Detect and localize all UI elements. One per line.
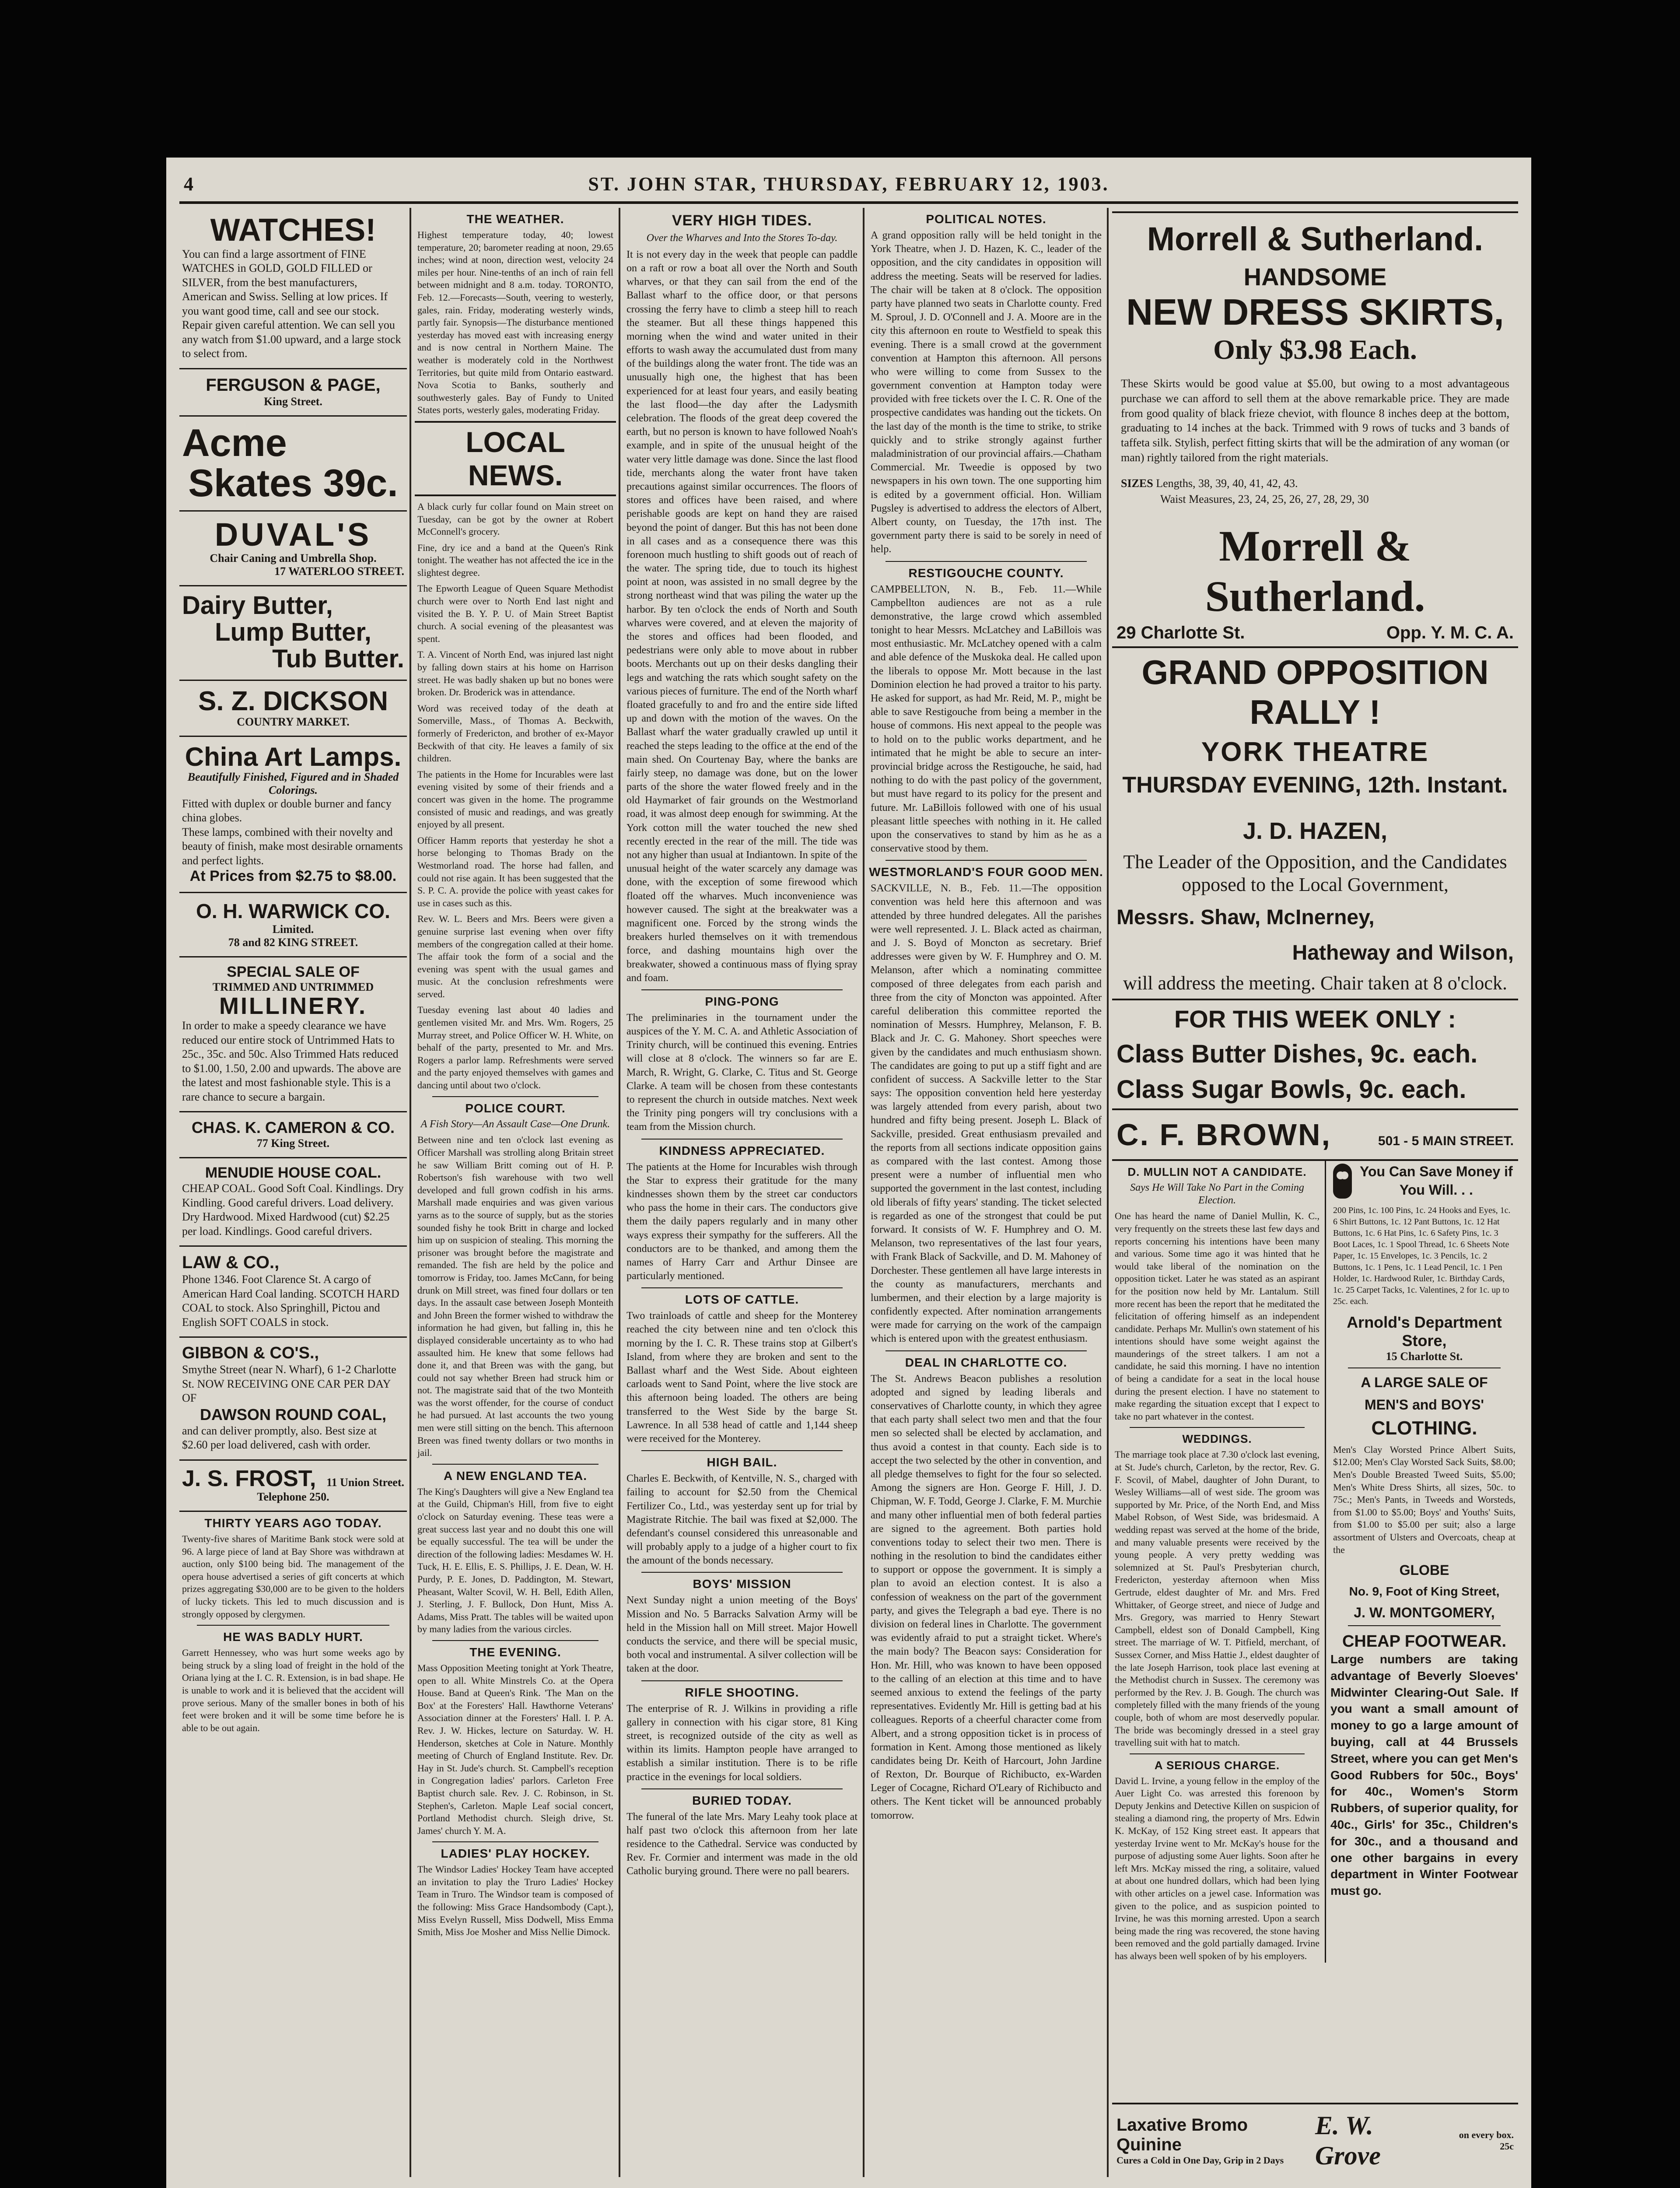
ad-line: HANDSOME bbox=[1243, 263, 1387, 291]
rally-date: THURSDAY EVENING, 12th. Instant. bbox=[1122, 772, 1508, 798]
rally-text: The Leader of the Opposition, and the Candidates opposed to the Local Government, bbox=[1123, 851, 1507, 896]
article-buried-today bbox=[624, 1794, 860, 1879]
rule bbox=[1112, 211, 1518, 213]
separator bbox=[641, 1680, 843, 1681]
ad-line: 78 and 82 KING STREET. bbox=[228, 936, 358, 949]
page-number: 4 bbox=[184, 173, 195, 195]
article-body: SACKVILLE, N. B., Feb. 11.—The opposition convention was held here this afternoon and was attended by three hundred delegates. All the parishes were well represented. J. L. Black acted as chairman, and J. S. Boyd of Moncton as secretary. Brief addresses were given by W. F. Humphrey and O. M. Melanson, after which a nominating committee composed of three delegates from each parish and three from the city of Moncton was appointed. After careful deliberation this committee reported the nomination of Messrs. Humphrey, Melanson, F. B. Black and Jr. C. G. Mahoney. Short speeches were given by the candidates and much enthusiasm shown. The candidates are going to put up a stiff fight and are confident of success. A Sackville letter to the Star says: The opposition convention held here yesterday was largely attended from every parish, about two hundred and fifty being present. Joseph L. Black of Sackville, presided. Great enthusiasm prevailed and the reports from all sections indicate opposition gains as compared with the last contest. Among those present were a number of influential men who supported the government in the last contest, including old liberals of fifty years' standing. The ticket selected is regarded as one of the strongest that could be put forward. It consists of W. F. Humphrey and O. M. Melanson, two representatives of the last four years, with Frank Black of Sackville, and D. M. Mahoney of Dorchester. These gentlemen all have large interests in the county as manufacturers, merchants and lumbermen, and their election by a large majority is confidently expected. After nomination arrangements were made for carrying on the work of the campaign which is entered upon with the greatest enthusiasm. bbox=[871, 883, 1102, 1345]
ad-title: MENUDIE HOUSE COAL. bbox=[205, 1164, 382, 1182]
ad-line: TRIMMED AND UNTRIMMED bbox=[212, 981, 374, 994]
ad-warwick bbox=[179, 893, 407, 957]
ad-title: Laxative Bromo Quinine bbox=[1116, 2115, 1248, 2154]
section-title-local-news: LOCAL NEWS. bbox=[415, 421, 616, 496]
separator bbox=[641, 989, 843, 990]
article-body: One has heard the name of Daniel Mullin, K. C., very frequently on the streets these last few days and reports concerning his intentions have been many and various. Some time ago it was hinted that he would take liberal of the nomination on the opposition ticket. Later he was stated as an aspirant for the position now held by Mr. Lantalum. Still more recent has been the report that he meditated the felicitation of offering himself as an independent candidate. Perhaps Mr. Mullin's own statement of his intentions should have some weight against the maunderings of the street talkers. I am not a candidate, he said this morning. I have no intention of being a candidate for a seat in the local house during the present election. I have no statement to make regarding the situation except that I expect to take no part whatever in the contest. bbox=[1115, 1210, 1320, 1422]
article-title: KINDNESS APPRECIATED. bbox=[659, 1143, 825, 1157]
article-mullin bbox=[1112, 1165, 1322, 1423]
ad-name: O. H. WARWICK CO. bbox=[196, 900, 390, 923]
ad-name: CHAS. K. CAMERON & CO. bbox=[191, 1119, 395, 1137]
news-item: The patients in the Home for Incurables were last evening visited by some of their friends and a concert was given in the home. The programme consisted of music and readings, and was greatly enjoyed by all present. bbox=[417, 768, 613, 830]
ad-line: A LARGE SALE OF bbox=[1361, 1374, 1488, 1390]
ad-street: 501 - 5 MAIN STREET. bbox=[1378, 1133, 1514, 1148]
article-boys-mission bbox=[624, 1577, 860, 1676]
ad-line: Limited. bbox=[272, 923, 314, 936]
separator bbox=[886, 561, 1087, 562]
rally-candidates: Hatheway and Wilson, bbox=[1292, 941, 1514, 964]
ad-line: Acme bbox=[182, 421, 287, 464]
masthead: ST. JOHN STAR, THURSDAY, FEBRUARY 12, 1903. bbox=[588, 173, 1110, 195]
ad-phone: Telephone 250. bbox=[257, 1490, 329, 1504]
article-body: The preliminaries in the tournament under the auspices of the Y. M. C. A. and Athletic Association of Trinity church, will be continued this evening. Entries will close at 8 o'clock. The winners so far are E. March, R. Wright, G. Clarke, C. Titus and St. George Clarke. A team will be chosen from these contestants to represent the church in outside matches. Next week the Trinity ping pongers will try conclusions with a team from the Mission church. bbox=[626, 1012, 858, 1133]
sizes-lengths: Lengths, 38, 39, 40, 41, 42, 43. bbox=[1156, 477, 1298, 490]
separator bbox=[641, 1572, 843, 1573]
article-subtitle: Says He Will Take No Part in the Coming Election. bbox=[1130, 1182, 1304, 1206]
article-title: WEDDINGS. bbox=[1182, 1432, 1252, 1446]
sizes-waists: Waist Measures, 23, 24, 25, 26, 27, 28, 29, 30 bbox=[1160, 493, 1369, 506]
ad-text: These Skirts would be good value at $5.00, but owing to a most advantageous purchase we can afford to sell them at the above remarkable price. They are made from good quality of black frieze cheviot, with flounce 8 inches deep at the bottom, graduating to 14 inches at the back. Trimmed with 9 rows of tucks and 3 bands of taffeta silk. Stylish, perfect fitting skirts that will be the admiration of any woman (or man) rightly tailored from the right materials. bbox=[1121, 377, 1509, 464]
article-title: BURIED TODAY. bbox=[692, 1793, 792, 1807]
ad-street: 29 Charlotte St. bbox=[1116, 623, 1245, 642]
ad-clothing bbox=[1330, 1375, 1518, 1621]
article-ping-pong bbox=[624, 995, 860, 1134]
article-body: The enterprise of R. J. Wilkins in providing a rifle gallery in connection with his cigar store, 81 King street, is recognized outside of the city as well as within its limits. Hampton people have arranged to establish a similar institution. There is to be rifle practice in the evenings for local soldiers. bbox=[626, 1703, 858, 1783]
ad-coal bbox=[179, 1158, 407, 1247]
ad-china-lamps bbox=[179, 737, 407, 894]
ad-name: GLOBE bbox=[1399, 1562, 1449, 1578]
news-item: Rev. W. L. Beers and Mrs. Beers were given a genuine surprise last evening when over fifty members of the congregation called at their home. The affair took the form of a social and the evening was spent with the usual games and music. At the conclusion refreshments were served. bbox=[417, 913, 613, 999]
ad-dickson bbox=[179, 681, 407, 737]
ad-item bbox=[1116, 1075, 1514, 1104]
ad-footer bbox=[1116, 623, 1514, 643]
ad-text: CHEAP COAL. Good Soft Coal. Kindlings. Dry Kindling. Good careful drivers. Load delivery. Dry Hardwood. Mixed Hardwood (cut) $2.25 per load. Kindlings. Good careful drivers. bbox=[182, 1182, 404, 1238]
article-title: THIRTY YEARS AGO TODAY. bbox=[204, 1516, 382, 1530]
column-2 bbox=[415, 208, 616, 2177]
ad-line: Beautifully Finished, Figured and in Shaded Colorings. bbox=[187, 770, 399, 796]
article-high-bail bbox=[624, 1455, 860, 1567]
article-weddings bbox=[1112, 1432, 1322, 1749]
news-item: Officer Hamm reports that yesterday he shot a horse belonging to Thomas Brady on the Westmorland road. The horse had fallen, and could not rise again. It has been suggested that the S. P. C. A. provide the police with yeast cakes for use in cases such as this. bbox=[417, 835, 613, 908]
article-body: Between nine and ten o'clock last evening as Officer Marshall was strolling along Britain street he saw William Britt coming out of H. P. Robertson's fish warehouse with two well developed and full grown codfish in his arms. Marshall made enquiries and was given various yarns as to the source of supply, but as the stories sounded fishy he took Britt in charge and locked him up on suspicion of stealing. This morning the prisoner was brought before the magistrate and remanded. The fish are held by the police and tomorrow is Friday, too. James McCann, for being drunk on Mill street, was fined four dollars or ten days. In the assault case between Joseph Monteith and John Breen the former wished to withdraw the information he had given, but falling in, this he displayed considerable uncertainty as to who had assaulted him. He knew that some fellows had done it, and that Breen was with the gang, but could not say whether Breen had struck him or not. The magistrate said that of the two Monteith was the worst offender, for the course of conduct he had pursued. At last accounts the two young men were still sitting on the bench. This afternoon Breen was fined twenty dollars or two months in jail. bbox=[417, 1134, 613, 1459]
ad-watches bbox=[179, 208, 407, 369]
ad-street: 11 Union Street. bbox=[326, 1476, 404, 1489]
ad-name: FERGUSON & PAGE, bbox=[206, 375, 381, 395]
article-police-court bbox=[415, 1101, 616, 1459]
ad-opposition-rally bbox=[1112, 648, 1518, 1000]
news-item: Fine, dry ice and a band at the Queen's Rink tonight. The weather has not affected the ice in the slightest degree. bbox=[417, 542, 613, 578]
article-title: VERY HIGH TIDES. bbox=[672, 212, 812, 229]
sizes-label: SIZES bbox=[1121, 477, 1153, 490]
ad-line: 17 WATERLOO STREET. bbox=[274, 565, 404, 578]
rally-venue: YORK THEATRE bbox=[1201, 736, 1429, 767]
article-title: PING-PONG bbox=[705, 994, 779, 1008]
article-body: The Windsor Ladies' Hockey Team have accepted an invitation to play the Truro Ladies' Hockey Team in Truro. The Windsor team is composed of the following: Miss Grace Handsombody (Capt.), Miss Evelyn Russell, Miss Dodwell, Miss Emma Smith, Miss Joe Mosher and Miss Nellie Dimock. bbox=[417, 1864, 613, 1938]
ad-text: Smythe Street (near N. Wharf), 6 1-2 Charlotte St. NOW RECEIVING ONE CAR PER DAY OF bbox=[182, 1363, 396, 1405]
article-rifle-shooting bbox=[624, 1686, 860, 1784]
ad-bromo-quinine bbox=[1112, 2103, 1518, 2177]
separator bbox=[641, 1287, 843, 1288]
rally-text: will address the meeting. Chair taken at 8 o'clock. bbox=[1123, 972, 1507, 994]
ad-text: Men's Clay Worsted Prince Albert Suits, $12.00; Men's Clay Worsted Sack Suits, $8.00; Men's Double Breasted Tweed Suits, $5.00; Men's White Dress Shirts, all sizes, 50c. to 75c.; Men's Pants, in Tweeds and Worsteds, from $1.00 to $5.00; Boys' and Youths' Suits, from $1.00 to $5.00 per suit; also a large assortment of Ulsters and Overcoats, cheap at the bbox=[1333, 1444, 1516, 1555]
article-body: Mass Opposition Meeting tonight at York Theatre, open to all. White Minstrels Co. at the Opera House. Band at Queen's Rink. 'The Man on the Box' at the Foresters' Hall. Hawthorne Veterans' Association dinner at the Foresters' Hall. I. P. A. Rev. J. W. Hickes, lecture on Saturday. W. H. Henderson, sketches at Cole in Nature. Monthly meeting of Church of England Institute. Rev. Dr. Hay in St. Jude's church. St. Campbell's reception in Congregation ladies' parlors. Carleton Free Baptist church sale. Rev. J. C. Robinson, in St. Stephen's, Carleton. Maple Leaf social concert, Portland Methodist church. Sleigh drive, St. James' church Y. M. A. bbox=[417, 1662, 613, 1836]
ad-footwear bbox=[1330, 1632, 1518, 1899]
ad-line: Cures a Cold in One Day, Grip in 2 Days bbox=[1116, 2155, 1284, 2166]
separator bbox=[432, 1640, 598, 1641]
separator bbox=[886, 1350, 1087, 1351]
separator bbox=[641, 1450, 843, 1451]
column-3 bbox=[624, 208, 860, 2177]
separator bbox=[886, 860, 1087, 861]
article-title: POLITICAL NOTES. bbox=[926, 212, 1046, 226]
ad-name: S. Z. DICKSON bbox=[198, 686, 388, 716]
article-body: A grand opposition rally will be held tonight in the York Theatre, when J. D. Hazen, K. C., leader of the opposition, and the city candidates in opposition will address the meeting. Seats will be reserved for ladies. The chair will be taken at 8 o'clock. The opposition party have planned two seats in Charlotte county. Fred M. Sproul, J. D. O'Connell and J. A. Moore are in the city this afternoon en route to Westfield to speak this evening. There is a small crowd at the government convention at Hampton this afternoon. All persons who were willing to come from Sussex to the government convention at Hampton today were provided with free tickets over the I. C. R. One of the prospective candidates was handing out the tickets. On the last day of the month is the time to strike, to strike quickly and to strike strongly against further maladministration of our provincial affairs.—Chatham Commercial. Mr. Tweedie is opposed by two newspapers in his own town. The one supporting him is edited by a government official. Hon. William Pugsley is advertised to address the electors of Albert, Albert county, on Tuesday, the 17th inst. The government party there is said to be sorely in need of help. bbox=[871, 230, 1102, 555]
ad-name: Arnold's Department Store, bbox=[1347, 1313, 1502, 1350]
news-item: Word was received today of the death at Somerville, Mass., of Thomas A. Beckwith, formerly of Fredericton, and brother of ex-Mayor Beckwith of that city. He leaves a family of six children. bbox=[417, 702, 613, 764]
column-5 bbox=[1112, 208, 1518, 2177]
news-item: Tuesday evening last about 40 ladies and gentlemen visited Mr. and Mrs. Wm. Rogers, 25 Murray street, and Police Officer W. H. White, on behalf of the party, presented to Mr. and Mrs. Rogers a parlor lamp. Refreshments were served and the party enjoyed themselves with games and dancing until about two o'clock. bbox=[417, 1004, 613, 1091]
article-title: D. MULLIN NOT A CANDIDATE. bbox=[1127, 1165, 1307, 1178]
ad-title: Morrell & Sutherland. bbox=[1147, 221, 1484, 258]
ad-text: These lamps, combined with their novelty and beauty of finish, make most desirable ornaments and perfect lights. bbox=[182, 825, 403, 867]
owl-icon bbox=[1333, 1164, 1352, 1199]
separator bbox=[1348, 1625, 1501, 1626]
article-thirty-years bbox=[179, 1516, 407, 1620]
ad-arnold bbox=[1330, 1161, 1518, 1201]
ad-line: SPECIAL SALE OF bbox=[227, 964, 360, 981]
ad-text: You can find a large assortment of FINE WATCHES in GOLD, GOLD FILLED or SILVER, from the best manufacturers, American and Swiss. Selling at low prices. If you want good time, call and see our stock. Repair given careful attention. We can sell you any watch from $1.00 upward, and a large stock to select from. bbox=[182, 247, 401, 360]
article-body: Next Sunday night a union meeting of the Boys' Mission and No. 5 Barracks Salvation Army will be held in the Mission hall on Mill street. Major Howell conducts the service, and there will be special music, both vocal and instrumental. A silver collection will be taken at the door. bbox=[626, 1595, 858, 1675]
article-title: THE EVENING. bbox=[469, 1645, 561, 1659]
separator bbox=[432, 1096, 598, 1097]
column-rule bbox=[619, 208, 620, 2177]
ad-frost bbox=[179, 1461, 407, 1512]
ad-butter bbox=[179, 586, 407, 681]
ad-title: FOR THIS WEEK ONLY : bbox=[1174, 1005, 1456, 1033]
ad-street: 77 King Street. bbox=[256, 1137, 330, 1150]
article-body: The funeral of the late Mrs. Mary Leahy took place at half past two o'clock this afternoon from her late residence to the Cathedral. Service was conducted by Rev. Fr. Cormier and interment was made in the old Catholic burying ground. There were no pall bearers. bbox=[626, 1811, 858, 1877]
article-westmorland bbox=[868, 865, 1104, 1346]
ad-line: Lump Butter, bbox=[215, 617, 371, 646]
separator bbox=[197, 1625, 389, 1626]
article-serious-charge bbox=[1112, 1759, 1322, 1963]
ad-law bbox=[179, 1247, 407, 1338]
ad-text: and can deliver promptly, also. Best size at $2.60 per load delivered, cash with order. bbox=[182, 1424, 377, 1452]
ad-name: C. F. BROWN, bbox=[1116, 1117, 1331, 1152]
ad-title: CHEAP FOOTWEAR. bbox=[1342, 1632, 1507, 1651]
lower-left bbox=[1112, 1161, 1326, 1963]
ad-title: CLOTHING. bbox=[1371, 1417, 1477, 1439]
article-charlotte bbox=[868, 1356, 1104, 1823]
ad-street: Opp. Y. M. C. A. bbox=[1386, 623, 1514, 642]
separator bbox=[641, 1788, 843, 1789]
article-body: David L. Irvine, a young fellow in the employ of the Auer Light Co. was arrested this forenoon by Deputy Jenkins and Detective Killen on suspicion of stealing a diamond ring, the property of Mrs. Edwin K. McKay, of 152 King street east. It appears that yesterday Irvine went to Mr. McKay's house for the purpose of adjusting some Auer lights. Soon after he left Mrs. McKay missed the ring, a solitaire, valued at about one hundred dollars, which had been lying with other articles on a jewel case. Information was given to the police, and as suspicion pointed to Irvine, he was this morning arrested. Upon a search being made the ring was recovered, the stone having been removed and the gold partially damaged. Irvine has always been well spoken of by his employers. bbox=[1115, 1775, 1320, 1961]
ad-line: on every box. 25c bbox=[1459, 2129, 1514, 2152]
article-body: Twenty-five shares of Maritime Bank stock were sold at 96. A large piece of land at Bay Shore was withdrawn at auction, only $100 being bid. The management of the opera house advertised a series of gift concerts at which prizes aggregating $30,000 are to be given to the holders of lucky tickets. This led to much discussion and is strongly opposed by clergymen. bbox=[182, 1533, 404, 1620]
article-kindness bbox=[624, 1144, 860, 1283]
column-4 bbox=[868, 208, 1104, 2177]
article-cattle bbox=[624, 1293, 860, 1446]
rally-title: GRAND OPPOSITION RALLY ! bbox=[1141, 652, 1489, 731]
ad-price: At Prices from $2.75 to $8.00. bbox=[189, 868, 397, 885]
ad-duval bbox=[179, 512, 407, 586]
column-rule bbox=[1107, 208, 1109, 2177]
ad-name: Morrell & Sutherland. bbox=[1205, 521, 1425, 621]
article-body: Two trainloads of cattle and sheep for the Monterey reached the city between nine and ten o'clock this morning by the I. C. R. These trains stop at Gilbert's Island, from where they are broken and sent to the Ballast wharf and the West Side. About eighteen carloads went to Sand Point, where the live stock are this afternoon being loaded. The others are being transferred to the West Side by the barge St. Lawrence. In all 538 head of cattle and 1,144 sheep were received for the Monterey. bbox=[626, 1310, 858, 1445]
ad-line: NEW DRESS SKIRTS, bbox=[1126, 291, 1504, 333]
news-item: A black curly fur collar found on Main street on Tuesday, can be got by the owner at Robert McConnell's grocery. bbox=[417, 501, 613, 537]
separator bbox=[432, 1464, 598, 1465]
article-title: HE WAS BADLY HURT. bbox=[223, 1630, 363, 1644]
ad-title: MILLINERY. bbox=[219, 993, 367, 1020]
ad-millinery bbox=[179, 957, 407, 1112]
ad-street: King Street. bbox=[264, 395, 322, 408]
article-title: HIGH BAIL. bbox=[707, 1455, 777, 1469]
ad-this-week-only bbox=[1112, 1000, 1518, 1110]
ad-price: Only $3.98 Each. bbox=[1213, 334, 1417, 365]
article-body: The St. Andrews Beacon publishes a resolution adopted and signed by leading liberals and conservatives of Charlotte county, in which they agree that each party shall select two men and that the four men so selected shall be elected by acclamation, and thus avoid a contest in that county. Each side is to accept the two selected by the other in convention, and all pledge themselves to fight for the four so selected. Among the signers are Hon. George F. Hill, J. D. Chipman, W. F. Todd, George J. Clarke, F. M. Murchie and many other influential men of both federal parties are signed to the agreement. Both parties hold conventions today to select their two men. There is nothing in the resolution to bind the candidates either to support or oppose the government. It is simply a plan to avoid an election contest. It is also a confession of weakness on the part of the government party, and gives the Telegraph a bad eye. There is no division on federal lines in Charlotte. The government was evidently afraid to put a straight ticket. Where's the main body? The Beacon says: Consideration for Hon. Mr. Hill, who was known to have been opposed to the calling of an election at this time and to have seemed anxious to extend the feelings of the party representatives. Evidently Mr. Hill is getting bad at his colleagues. Reports of a cheerful character come from Albert, and a strong opposition ticket is in process of formation in Kent. Among those mentioned as likely candidates being Dr. Keith of Harcourt, John Jardine of Rexton, Dr. Bourque of Richibucto, ex-Warden Leger of Cocagne, Richard O'Leary of Richibucto and others. The Kent ticket will be announced probably tomorrow. bbox=[871, 1373, 1102, 1821]
ad-line: Dairy Butter, bbox=[182, 591, 333, 620]
ad-item-text: Class Butter Dishes, 9c. each. bbox=[1116, 1039, 1478, 1068]
article-body: Highest temperature today, 40; lowest temperature, 20; barometer reading at noon, 29.65 inches; wind at noon, direction west, velocity 24 miles per hour. Nine-tenths of an inch of rain fell between midnight and 8 a.m. today. TORONTO, Feb. 12.—Forecasts—South, veering to westerly, gales, rain. Friday, moderating westerly winds, partly fair. Synopsis—The disturbance mentioned yesterday has moved east with increasing energy and is now central in Northern Maine. The weather is moderately cold in the Northwest Territories, but quite mild from Ontario eastward. Nova Scotia to Banks, southerly and southwesterly gales. Bay of Fundy to United States ports, westerly gales, moderating Friday. bbox=[417, 229, 613, 416]
article-title: DEAL IN CHARLOTTE CO. bbox=[905, 1355, 1068, 1369]
article-title: BOYS' MISSION bbox=[693, 1577, 791, 1591]
ad-gibbon bbox=[179, 1338, 407, 1461]
article-subtitle: Over the Wharves and Into the Stores To-day. bbox=[646, 232, 838, 244]
article-weather bbox=[415, 212, 616, 417]
article-title: A SERIOUS CHARGE. bbox=[1154, 1758, 1280, 1772]
ad-line: Chair Caning and Umbrella Shop. bbox=[210, 552, 377, 565]
separator bbox=[641, 1139, 843, 1140]
article-body: It is not every day in the week that people can paddle on a raft or row a boat all over the North and South wharves, or that they can sail from the end of the Ballast wharf to the office door, or that persons crossing the ferry have to climb a steep hill to reach the steamer. But all these things happened this morning when the wind and water united in their efforts to wash away the accumulated dust from many of the buildings along the water front. The tide was an unusually high one, the highest that has been experienced for at least four years, and easily beating the last flood—the day after the Ladysmith celebration. The floods of the great deep covered the earth, but no person is known to have followed Noah's example, and in spite of the unusual height of the water very little damage was done. Since the last flood tide, merchants along the water front have taken precautions against similar occurrences. The floors of stores and offices have been raised, and where perishable goods are kept on hand they are raised beyond the point of danger. But this has not been done in all cases and as a consequence there was this forenoon much hustling to shift goods out of reach of the water. The spring tide, due to touch its highest point at noon, was assisted in no small degree by the strong northeast wind that was piling the water up the harbor. By ten o'clock the ends of North and South wharves were covered, and at eleven the majority of the stores and offices had been flooded, and pedestrians were only able to move about in rubber boots. Merchants out up on their desks dangling their legs and watching the rats which sought safety on the various pieces of furniture. The end of the North wharf floated gracefully to and fro and the entire side lifted up and down with the motion of the waves. On the Ballast wharf the water gradually crawled up until it reached the steps leading to the office at the end of the main shed. On Courtenay Bay, where the banks are fairly steep, no damage was done, but on the lower parts of the shore the water flowed freely and in the old Haymarket of fair grounds on the Westmorland road, it was almost deep enough for swimming. At the York cotton mill the water touched the new shed recently erected in the rear of the mill. The tide was not any higher than usual at Indiantown. In spite of the unusual height of the water scarcely any damage was done, with the exception of some firewood which floated off the wharves. Much inconvenience was however caused. The sight at the breakwater was a magnificent one. Forced by the strong winds the breakers hurled themselves on it with tremendous force, and dashing mountains high over the breakwater, showed a continuous mass of flying spray and foam. bbox=[626, 249, 858, 984]
ad-price-list: 200 Pins, 1c. 100 Pins, 1c. 24 Hooks and Eyes, 1c. 6 Shirt Buttons, 1c. 12 Pant Buttons, 1c. 12 Hat Buttons, 1c. 6 Hat Pins, 1c. 6 Safety Pins, 1c. 3 Boot Laces, 1c. 1 Spool Thread, 1c. 6 Sheets Note Paper, 1c. 15 Envelopes, 1c. 3 Pencils, 1c. 2 Buttons, 1c. 1 Pens, 1c. 1 Lead Pencil, 1c. 1 Pen Holder, 1c. Hardwood Ruler, 1c. Birthday Cards, 1c. 25 Carpet Tacks, 1c. Valentines, 2 for 1c. up to 25c. each. bbox=[1333, 1205, 1511, 1306]
ad-line: Tub Butter. bbox=[272, 644, 404, 673]
article-title: RIFLE SHOOTING. bbox=[685, 1685, 799, 1699]
article-title: THE WEATHER. bbox=[466, 212, 564, 226]
article-political-notes bbox=[868, 212, 1104, 557]
article-title: RESTIGOUCHE COUNTY. bbox=[908, 566, 1064, 580]
ad-ferguson bbox=[179, 369, 407, 417]
article-title: LOTS OF CATTLE. bbox=[685, 1293, 799, 1307]
rally-candidates: Messrs. Shaw, McInerney, bbox=[1116, 906, 1375, 929]
article-body: The marriage took place at 7.30 o'clock last evening, at St. Jude's church, Carleton, by the rector, Rev. G. F. Scovil, of Mabel, daughter of John Durant, to Wesley Williams—all of west side. The groom was supported by Mr. Price, of the North End, and Miss Mabel Robson, of West Side, was bridesmaid. A wedding repast was served at the home of the bride, and many valuable presents were received by the young people. A very pretty wedding was solemnized at St. Paul's Presbyterian church, Fredericton, yesterday afternoon when Miss Gertrude, eldest daughter of Mr. and Mrs. Fred Whittaker, of George street, and niece of Judge and Mrs. Gregory, was married to Henry Stewart Campbell, eldest son of Donald Campbell, King street. The marriage of W. T. Pitfield, merchant, of Sussex Corner, and Miss Hattie J., eldest daughter of the late Joseph Harrison, took place last evening at the Methodist church in Sussex. The ceremony was performed by the Rev. J. B. Gough. The church was completely filled with the many friends of the young couple, both of whom are most deservedly popular. The bride was becomingly dressed in a steel gray travelling suit with hat to match. bbox=[1115, 1449, 1320, 1748]
ad-acme bbox=[179, 417, 407, 512]
separator bbox=[1130, 1753, 1305, 1754]
ad-title: China Art Lamps. bbox=[185, 742, 402, 771]
ad-morrell-sutherland bbox=[1112, 217, 1518, 648]
ad-name: DAWSON ROUND COAL, bbox=[200, 1405, 386, 1424]
ad-text: Large numbers are taking advantage of Beverly Sloeves' Midwinter Clearing-Out Sale. If you want a small amount of money to go a large amount of buying, call at 44 Brussels Street, where you can get Men's Good Rubbers for 50c., Boys' for 40c., Women's Storm Rubbers, of superior quality, for 40c., Girls' for 35c., Children's for 30c., and a thousand and one other bargains in every department in Winter Footwear must go. bbox=[1330, 1652, 1518, 1898]
ad-name: J. S. FROST, bbox=[182, 1466, 316, 1491]
article-title: POLICE COURT. bbox=[465, 1101, 566, 1115]
article-title: A NEW ENGLAND TEA. bbox=[443, 1469, 588, 1483]
ad-title: WATCHES! bbox=[210, 213, 376, 248]
lower-split bbox=[1112, 1161, 1518, 1963]
news-item: T. A. Vincent of North End, was injured last night by falling down stairs at his home on Harrison street. He was badly shaken up but no bones were broken. Dr. Broderick was in attendance. bbox=[417, 649, 613, 698]
article-title: WESTMORLAND'S FOUR GOOD MEN. bbox=[869, 865, 1103, 879]
ad-text: Phone 1346. Foot Clarence St. A cargo of American Hard Coal landing. SCOTCH HARD COAL to stock. Also Springhill, Pictou and English SOFT COALS in stock. bbox=[182, 1273, 399, 1329]
article-body: Charles E. Beckwith, of Kentville, N. S., charged with failing to account for $2.50 from the Chemical Fertilizer Co., Ltd., was yesterday sent up for trial by Magistrate Ritchie. The bail was fixed at $2,000. The defendant's counsel considered this unreasonable and will probably apply to a judge of a higher court to fix the amount of the bonds necessary. bbox=[626, 1473, 858, 1567]
signature: E. W. Grove bbox=[1315, 2111, 1381, 2170]
column-rule bbox=[863, 208, 864, 2177]
rally-speaker: J. D. HAZEN, bbox=[1242, 817, 1388, 844]
article-body: The King's Daughters will give a New England tea at the Guild, Chipman's Hill, from five to eight o'clock on Saturday evening. These teas were a great success last year and no doubt this one will be equally successful. The tea will be under the direction of the following ladies: Mesdames W. H. Tuck, H. E. Ellis, E. S. Phillips, J. E. Dean, W. H. Purdy, P. E. Jones, D. Paddington, M. Stewart, Pheasant, Walter Scovil, W. H. Bell, Edith Allen, J. Sterling, J. F. Bullock, Don Hunt, Miss A. Adams, Miss Pratt. The tables will be waited upon by many ladies from the various circles. bbox=[417, 1486, 613, 1635]
ad-street: No. 9, Foot of King Street, bbox=[1349, 1585, 1500, 1599]
ad-cameron bbox=[179, 1112, 407, 1158]
news-item: The Epworth League of Queen Square Methodist church were over to North End last night and visited the B. Y. P. U. of Main Street Baptist church. A social evening of the pleasantest was spent. bbox=[417, 583, 613, 644]
article-body: Garrett Hennessey, who was hurt some weeks ago by being struck by a sling load of freight in the hold of the Oriana lying at the I. C. R. Extension, is in bad shape. He is unable to work and it is believed that the accident will prove serious. Many of the smaller bones in both of his feet were broken and it will be some time before he is able to be out again. bbox=[182, 1647, 404, 1733]
ad-street: 15 Charlotte St. bbox=[1386, 1350, 1463, 1363]
ad-line: COUNTRY MARKET. bbox=[237, 715, 350, 728]
article-the-evening bbox=[415, 1645, 616, 1837]
separator bbox=[1130, 1427, 1305, 1428]
ad-text: In order to make a speedy clearance we have reduced our entire stock of Untrimmed Hats to 25c., 35c. and 50c. Also Trimmed Hats reduced to $1.00, 1.50, 2.00 and upwards. The above are the latest and most fashionable style. This is a rare chance to secure a bargain. bbox=[182, 1019, 401, 1103]
ad-cf-brown bbox=[1112, 1110, 1518, 1161]
ad-line: MEN'S and BOYS' bbox=[1364, 1396, 1484, 1413]
article-high-tides bbox=[624, 212, 860, 985]
article-body: CAMPBELLTON, N. B., Feb. 11.—While Campbellton audiences are not as a rule demonstrative, the large crowd which assembled tonight to hear Messrs. McLatchey and LaBillois was most enthusiastic. Mr. McLatchey opened with a calm and able defence of the Muskoka deal. He called upon the liberals to oppose Mr. Mott because in the last Dominion election he had proved a traitor to his party. He asked for support, as had Mr. Reid, M. P., might be able to save Restigouche from being a member in the house of commons. His next appeal to the people was to hold on to the public works department, and he intimated that he might be able to secure an inter-provincial bridge across the Restigouche, he said, had nothing to do with the past policy of the government, but must have regard to its policy for the present and future. Mr. LaBillois followed with one of his usual pleasant little speeches with nothing in it. He called upon the conservatives to stand by him as he as a conservative stood by them. bbox=[871, 583, 1102, 855]
ad-text: Fitted with duplex or double burner and fancy china globes. bbox=[182, 797, 392, 824]
article-new-england-tea bbox=[415, 1469, 616, 1636]
article-subtitle: A Fish Story—An Assault Case—One Drunk. bbox=[420, 1118, 610, 1130]
newspaper-page bbox=[166, 158, 1531, 2188]
article-badly-hurt bbox=[179, 1630, 407, 1734]
ad-title: You Can Save Money if You Will. . . bbox=[1359, 1164, 1513, 1198]
ad-name: GIBBON & CO'S., bbox=[182, 1344, 319, 1363]
ad-sizes bbox=[1121, 476, 1509, 508]
ad-name: J. W. MONTGOMERY, bbox=[1354, 1605, 1495, 1621]
ad-item-text: Class Sugar Bowls, 9c. each. bbox=[1116, 1075, 1466, 1104]
ad-name: LAW & CO., bbox=[182, 1253, 280, 1273]
article-ladies-hockey bbox=[415, 1847, 616, 1939]
ad-line: Skates 39c. bbox=[188, 461, 398, 505]
column-1 bbox=[179, 208, 407, 2177]
page-header bbox=[179, 171, 1518, 204]
ad-name: DUVAL'S bbox=[214, 516, 372, 553]
article-restigouche bbox=[868, 566, 1104, 856]
ad-item bbox=[1116, 1039, 1514, 1069]
article-title: LADIES' PLAY HOCKEY. bbox=[441, 1847, 590, 1861]
separator bbox=[432, 1841, 598, 1842]
article-body: The patients at the Home for Incurables wish through the Star to express their gratitude for the many kindnesses shown them by the street car conductors who pass the home in their cars. The conductors give them the daily papers regularly and in many other ways express their sympathy for the sufferers. All the conductors are to be thanked, and among them the names of Harry Carr and Arthur Dinsee are particularly mentioned. bbox=[626, 1161, 858, 1282]
lower-right bbox=[1326, 1161, 1518, 1963]
column-rule bbox=[410, 208, 411, 2177]
